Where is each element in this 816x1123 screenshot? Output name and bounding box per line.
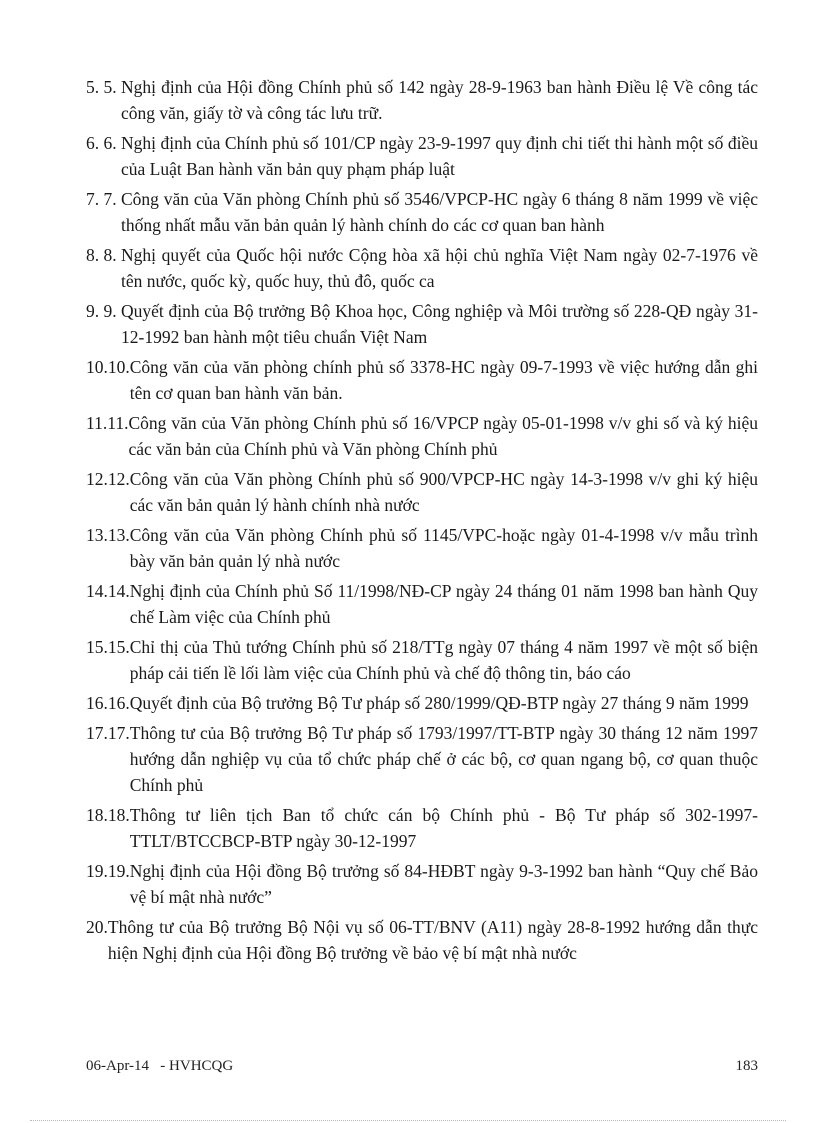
item-number: 5. 5.	[86, 77, 121, 97]
list-item	[86, 130, 758, 182]
item-number: 9. 9.	[86, 301, 121, 321]
footer-date: 06-Apr-14	[86, 1058, 150, 1074]
item-number: 12.12.	[86, 469, 130, 489]
item-text: Thông tư của Bộ trưởng Bộ Tư pháp số 1793/1997/TT-BTP ngày 30 tháng 12 năm 1997 hướng dẫn nghiệp vụ của tổ chức pháp chế ở các bộ, cơ quan ngang bộ, cơ quan thuộc Chính phủ	[129, 723, 758, 795]
list-item	[86, 690, 758, 716]
item-text: Nghị định của Chính phủ số 101/CP ngày 23-9-1997 quy định chi tiết thi hành một số điều của Luật Ban hành văn bản quy phạm pháp luật	[121, 133, 758, 179]
bottom-divider	[30, 1120, 786, 1121]
item-text: Nghị định của Hội đồng Chính phủ số 142 ngày 28-9-1963 ban hành Điều lệ Về công tác công văn, giấy tờ và công tác lưu trữ.	[121, 77, 758, 123]
list-item	[86, 74, 758, 126]
item-number: 6. 6.	[86, 133, 121, 153]
item-number: 18.18.	[86, 805, 130, 825]
list-item	[86, 634, 758, 686]
list-item	[86, 186, 758, 238]
item-number: 20.	[86, 917, 108, 937]
item-text: Quyết định của Bộ trưởng Bộ Khoa học, Công nghiệp và Môi trường số 228-QĐ ngày 31-12-1992 ban hành một tiêu chuẩn Việt Nam	[121, 301, 758, 347]
list-item	[86, 720, 758, 798]
list-item	[86, 858, 758, 910]
item-text: Nghị định của Hội đồng Bộ trưởng số 84-HĐBT ngày 9-3-1992 ban hành “Quy chế Bảo vệ bí mật nhà nước”	[129, 861, 758, 907]
item-text: Công văn của Văn phòng Chính phủ số 16/VPCP ngày 05-01-1998 v/v ghi số và ký hiệu các văn bản của Chính phủ và Văn phòng Chính phủ	[128, 413, 758, 459]
item-number: 17.17.	[86, 723, 130, 743]
list-item	[86, 522, 758, 574]
item-text: Nghị quyết của Quốc hội nước Cộng hòa xã hội chủ nghĩa Việt Nam ngày 02-7-1976 về tên nước, quốc kỳ, quốc huy, thủ đô, quốc ca	[121, 245, 758, 291]
item-text: Chỉ thị của Thủ tướng Chính phủ số 218/TTg ngày 07 tháng 4 năm 1997 về một số biện pháp cải tiến lề lối làm việc của Chính phủ và chế độ thông tin, báo cáo	[129, 637, 758, 683]
list-item	[86, 242, 758, 294]
page-number: 183	[735, 1058, 758, 1074]
list-item	[86, 354, 758, 406]
list-item	[86, 914, 758, 966]
list-item	[86, 298, 758, 350]
item-number: 19.19.	[86, 861, 130, 881]
item-number: 10.10.	[86, 357, 130, 377]
item-text: Quyết định của Bộ trưởng Bộ Tư pháp số 280/1999/QĐ-BTP ngày 27 tháng 9 năm 1999	[129, 693, 749, 713]
item-text: Thông tư liên tịch Ban tổ chức cán bộ Chính phủ - Bộ Tư pháp số 302-1997-TTLT/BTCCBCP-BTP ngày 30-12-1997	[129, 805, 758, 851]
list-item	[86, 802, 758, 854]
footer-org: - HVHCQG	[160, 1058, 234, 1074]
page-footer	[86, 1058, 758, 1075]
item-text: Công văn của Văn phòng Chính phủ số 3546/VPCP-HC ngày 6 tháng 8 năm 1999 về việc thống nhất mẫu văn bản quản lý hành chính do các cơ quan ban hành	[121, 189, 758, 235]
item-text: Nghị định của Chính phủ Số 11/1998/NĐ-CP ngày 24 tháng 01 năm 1998 ban hành Quy chế Làm việc của Chính phủ	[129, 581, 758, 627]
item-number: 7. 7.	[86, 189, 121, 209]
item-number: 11.11.	[86, 413, 129, 433]
item-text: Công văn của Văn phòng Chính phủ số 1145/VPC-hoặc ngày 01-4-1998 v/v mẫu trình bày văn bản quản lý nhà nước	[129, 525, 758, 571]
footer-left	[86, 1058, 233, 1075]
item-text: Công văn của Văn phòng Chính phủ số 900/VPCP-HC ngày 14-3-1998 v/v ghi ký hiệu các văn bản quản lý hành chính nhà nước	[129, 469, 758, 515]
item-number: 14.14.	[86, 581, 130, 601]
item-text: Công văn của văn phòng chính phủ số 3378-HC ngày 09-7-1993 về việc hướng dẫn ghi tên cơ quan ban hành văn bản.	[129, 357, 758, 403]
item-number: 13.13.	[86, 525, 130, 545]
item-number: 16.16.	[86, 693, 130, 713]
item-number: 8. 8.	[86, 245, 121, 265]
item-number: 15.15.	[86, 637, 130, 657]
list-item	[86, 578, 758, 630]
reference-list	[86, 74, 758, 970]
list-item	[86, 410, 758, 462]
list-item	[86, 466, 758, 518]
item-text: Thông tư của Bộ trưởng Bộ Nội vụ số 06-TT/BNV (A11) ngày 28-8-1992 hướng dẫn thực hiện Nghị định của Hội đồng Bộ trưởng về bảo vệ bí mật nhà nước	[107, 917, 758, 963]
